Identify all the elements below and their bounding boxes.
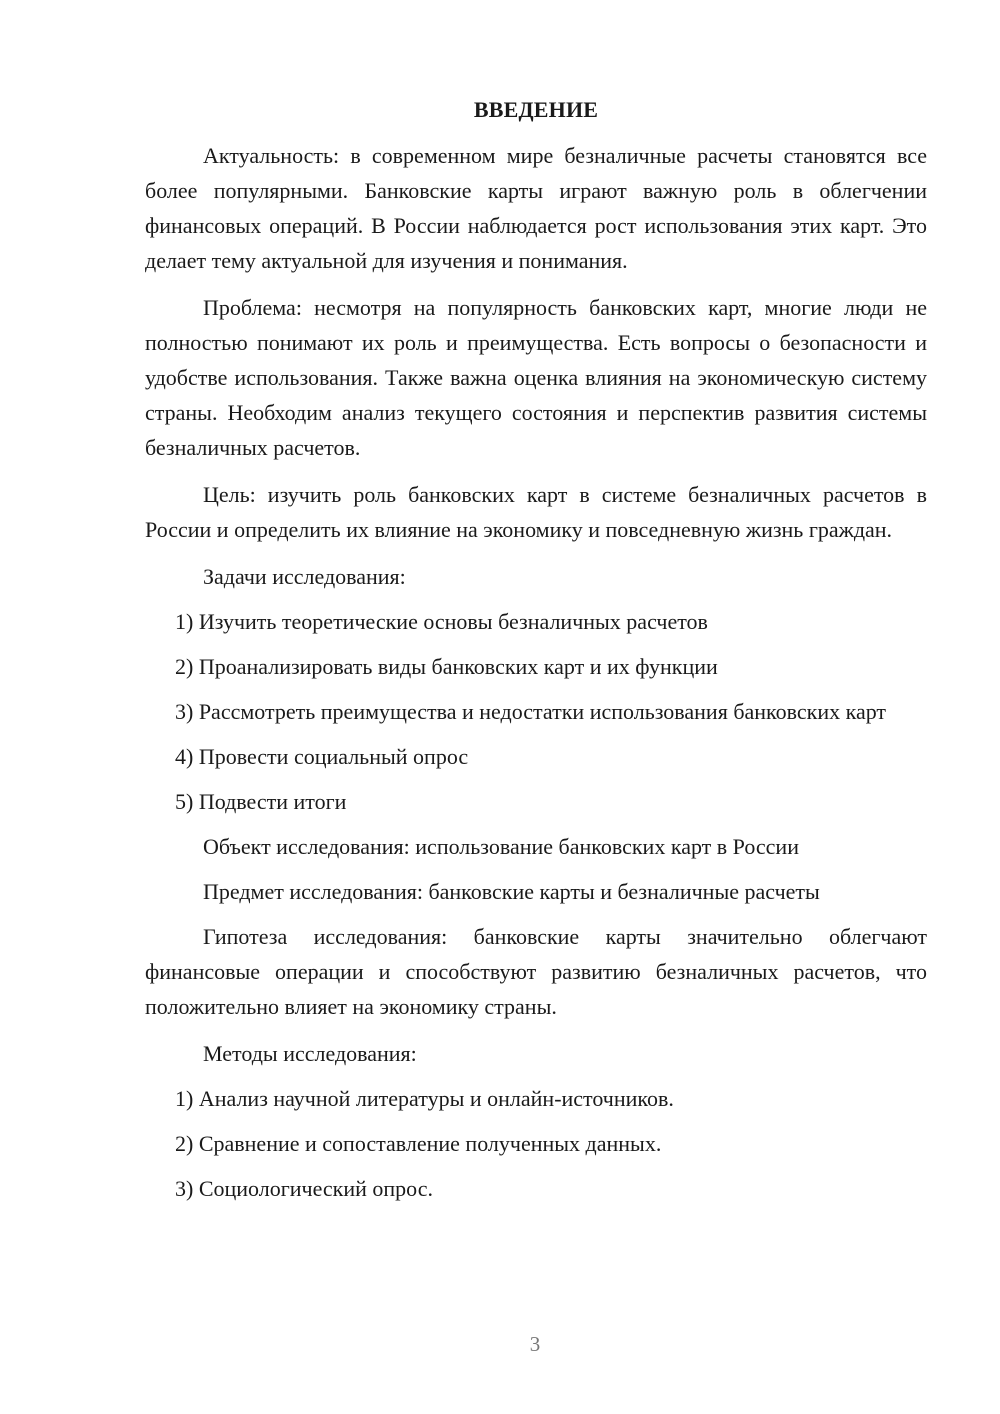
method-item: 1) Анализ научной литературы и онлайн-источников. bbox=[175, 1086, 674, 1111]
tasks-heading: Задачи исследования: bbox=[203, 564, 406, 589]
hypothesis-paragraph: Гипотеза исследования: банковские карты значительно облегчают финансовые операции и способствуют развитию безналичных расчетов, что положительно влияет на экономику страны. bbox=[145, 924, 927, 1019]
relevance-paragraph: Актуальность: в современном мире безналичные расчеты становятся все более популярными. Банковские карты играют важную роль в облегчении финансовых операций. В России наблюдается рост использования этих карт. Это делает тему актуальной для изучения и понимания. bbox=[145, 143, 927, 273]
methods-list bbox=[145, 1081, 927, 1206]
task-item: 3) Рассмотреть преимущества и недостатки использования банковских карт bbox=[175, 699, 887, 724]
problem-paragraph: Проблема: несмотря на популярность банковских карт, многие люди не полностью понимают их роль и преимущества. Есть вопросы о безопасности и удобстве использования. Также важна оценка влияния на экономическую систему страны. Необходим анализ текущего состояния и перспектив развития системы безналичных расчетов. bbox=[145, 295, 927, 460]
task-item: 5) Подвести итоги bbox=[175, 789, 347, 814]
document-page bbox=[145, 94, 927, 1216]
task-item: 2) Проанализировать виды банковских карт и их функции bbox=[175, 654, 718, 679]
research-object: Объект исследования: использование банковских карт в России bbox=[203, 834, 799, 859]
section-title: ВВЕДЕНИЕ bbox=[473, 97, 599, 122]
research-subject: Предмет исследования: банковские карты и безналичные расчеты bbox=[203, 879, 820, 904]
task-item: 1) Изучить теоретические основы безналичных расчетов bbox=[175, 609, 708, 634]
task-item: 4) Провести социальный опрос bbox=[175, 744, 469, 769]
goal-paragraph: Цель: изучить роль банковских карт в системе безналичных расчетов в России и определить их влияние на экономику и повседневную жизнь граждан. bbox=[145, 482, 927, 542]
tasks-list bbox=[145, 604, 927, 819]
page-number: 3 bbox=[529, 1332, 541, 1356]
method-item: 3) Социологический опрос. bbox=[175, 1176, 433, 1201]
methods-heading: Методы исследования: bbox=[203, 1041, 417, 1066]
method-item: 2) Сравнение и сопоставление полученных данных. bbox=[175, 1131, 662, 1156]
